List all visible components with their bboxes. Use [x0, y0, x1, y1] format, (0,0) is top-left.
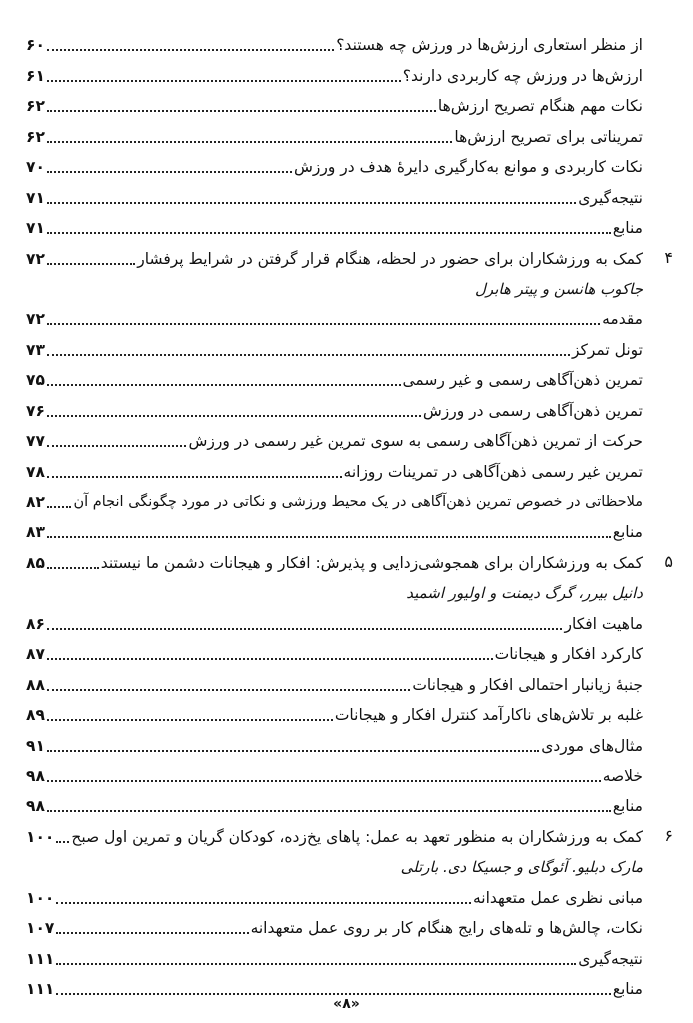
entry-title: ماهیت افکار: [564, 614, 643, 633]
chapter-number: ۵: [664, 552, 673, 572]
entry-page-number: ۱۰۰: [26, 827, 55, 846]
toc-entry: [0, 182, 693, 212]
entry-page-number: ۷۲: [26, 310, 45, 329]
entry-page-number: ۹۸: [26, 766, 45, 785]
entry-title: تونل تمرکز: [571, 340, 643, 359]
entry-title: تمریناتی برای تصریح ارزش‌ها: [454, 127, 643, 146]
toc-entry: [0, 487, 693, 517]
dot-leader: [56, 902, 471, 904]
entry-page-number: ۶۱: [26, 66, 45, 85]
toc-entry: [0, 334, 693, 364]
entry-title: تمرین ذهن‌آگاهی رسمی در ورزش: [422, 401, 643, 420]
entry-title: منابع: [612, 797, 643, 816]
entry-title: نتیجه‌گیری: [578, 949, 643, 968]
entry-page-number: ۸۲: [26, 493, 45, 511]
dot-leader: [47, 232, 611, 234]
dot-leader: [47, 750, 539, 752]
entry-title: ملاحظاتی در خصوص تمرین ذهن‌آگاهی در یک محیط ورزشی و نکاتی در مورد چگونگی انجام آن: [73, 494, 643, 510]
dot-leader: [47, 689, 410, 691]
entry-title: منابع: [612, 219, 643, 238]
toc-author-line: [0, 852, 693, 882]
dot-leader: [56, 993, 610, 995]
dot-leader: [47, 49, 334, 51]
toc-author-line: [0, 578, 693, 608]
entry-title: کارکرد افکار و هیجانات: [494, 645, 643, 664]
chapter-number: ۶: [664, 826, 673, 846]
entry-page-number: ۶۰: [26, 36, 45, 55]
entry-title: نتیجه‌گیری: [578, 188, 643, 207]
entry-title: حرکت از تمرین ذهن‌آگاهی رسمی به سوی تمرین غیر رسمی در ورزش: [188, 432, 643, 451]
chapter-authors: جاکوب هانسن و پیتر هابرل: [475, 279, 643, 298]
dot-leader: [47, 110, 436, 112]
toc-entry: [0, 730, 693, 760]
dot-leader: [47, 567, 99, 569]
table-of-contents: [0, 30, 693, 1004]
dot-leader: [47, 415, 421, 417]
dot-leader: [47, 384, 401, 386]
entry-page-number: ۸۸: [26, 675, 45, 694]
entry-page-number: ۸۶: [26, 614, 45, 633]
entry-page-number: ۹۸: [26, 797, 45, 816]
dot-leader: [47, 80, 401, 82]
toc-entry: [0, 791, 693, 821]
chapter-authors: دانیل بیرر، گرگ دیمنت و اولیور اشمید: [406, 584, 643, 603]
toc-entry: [0, 395, 693, 425]
dot-leader: [47, 810, 611, 812]
toc-entry: [0, 669, 693, 699]
toc-entry: [0, 761, 693, 791]
dot-leader: [47, 658, 493, 660]
entry-title: مقدمه: [602, 310, 643, 329]
entry-page-number: ۸۹: [26, 706, 45, 725]
entry-page-number: ۷۱: [26, 219, 45, 238]
entry-title: جنبهٔ زیانبار احتمالی افکار و هیجانات: [412, 675, 643, 694]
entry-title: ارزش‌ها در ورزش چه کاربردی دارند؟: [402, 66, 643, 85]
entry-page-number: ۷۱: [26, 188, 45, 207]
entry-title: نکات، چالش‌ها و تله‌های رایج هنگام کار بر روی عمل متعهدانه: [250, 919, 643, 938]
entry-title: نکات مهم هنگام تصریح ارزش‌ها: [437, 97, 643, 116]
dot-leader: [47, 536, 611, 538]
dot-leader: [47, 719, 333, 721]
toc-chapter-entry: [0, 547, 693, 577]
entry-page-number: ۸۳: [26, 523, 45, 542]
toc-entry: [0, 456, 693, 486]
toc-entry: [0, 882, 693, 912]
toc-entry: [0, 30, 693, 60]
toc-entry: [0, 91, 693, 121]
dot-leader: [47, 202, 576, 204]
toc-entry: [0, 700, 693, 730]
entry-page-number: ۸۵: [26, 553, 45, 572]
entry-page-number: ۸۷: [26, 645, 45, 664]
entry-title: مبانی نظری عمل متعهدانه: [472, 888, 643, 907]
dot-leader: [47, 628, 563, 630]
dot-leader: [47, 323, 600, 325]
dot-leader: [56, 841, 69, 843]
entry-page-number: ۷۷: [26, 432, 45, 451]
toc-entry: [0, 60, 693, 90]
dot-leader: [47, 141, 452, 143]
toc-entry: [0, 152, 693, 182]
toc-entry: [0, 213, 693, 243]
dot-leader: [47, 476, 342, 478]
entry-page-number: ۶۲: [26, 127, 45, 146]
toc-entry: [0, 943, 693, 973]
entry-title: از منظر استعاری ارزش‌ها در ورزش چه هستند؟: [336, 36, 643, 55]
dot-leader: [47, 263, 135, 265]
entry-page-number: ۷۶: [26, 401, 45, 420]
toc-entry: [0, 913, 693, 943]
entry-page-number: ۷۲: [26, 249, 45, 268]
toc-chapter-entry: [0, 821, 693, 851]
dot-leader: [47, 506, 72, 508]
entry-page-number: ۱۰۷: [26, 919, 55, 938]
dot-leader: [56, 963, 576, 965]
entry-page-number: ۷۵: [26, 371, 45, 390]
entry-title: غلبه بر تلاش‌های ناکارآمد کنترل افکار و هیجانات: [334, 706, 643, 725]
dot-leader: [47, 445, 187, 447]
entry-title: منابع: [612, 523, 643, 542]
dot-leader: [47, 171, 292, 173]
toc-author-line: [0, 274, 693, 304]
toc-entry: [0, 608, 693, 638]
entry-page-number: ۱۰۰: [26, 888, 55, 907]
entry-page-number: ۷۳: [26, 340, 45, 359]
entry-title: تمرین غیر رسمی ذهن‌آگاهی در تمرینات روزانه: [343, 462, 643, 481]
entry-title: منابع: [612, 980, 643, 998]
entry-title: خلاصه: [602, 766, 643, 785]
entry-page-number: ۷۰: [26, 158, 45, 177]
entry-title: تمرین ذهن‌آگاهی رسمی و غیر رسمی: [402, 371, 643, 390]
entry-title: مثال‌های موردی: [541, 736, 643, 755]
page-number: «۸»: [333, 996, 360, 1012]
toc-entry: [0, 304, 693, 334]
toc-entry: [0, 426, 693, 456]
entry-title: کمک به ورزشکاران برای حضور در لحظه، هنگام قرار گرفتن در شرایط پرفشار: [137, 249, 643, 268]
entry-page-number: ۱۱۱: [26, 949, 55, 968]
dot-leader: [47, 354, 570, 356]
toc-entry: [0, 639, 693, 669]
dot-leader: [56, 932, 248, 934]
entry-title: نکات کاربردی و موانع به‌کارگیری دایرهٔ هدف در ورزش: [293, 158, 643, 177]
dot-leader: [47, 780, 601, 782]
toc-entry: [0, 121, 693, 151]
entry-page-number: ۶۲: [26, 97, 45, 116]
entry-page-number: ۹۱: [26, 736, 45, 755]
chapter-number: ۴: [664, 248, 673, 268]
entry-page-number: ۷۸: [26, 462, 45, 481]
entry-page-number: ۱۱۱: [26, 980, 55, 998]
toc-entry: [0, 365, 693, 395]
entry-title: کمک به ورزشکاران به منظور تعهد به عمل: پاهای یخ‌زده، کودکان گریان و تمرین اول صبح: [71, 827, 643, 846]
chapter-authors: مارک دبلیو. آئوگای و جسیکا دی. بارتلی: [400, 858, 643, 877]
toc-entry: [0, 517, 693, 547]
toc-chapter-entry: [0, 243, 693, 273]
entry-title: کمک به ورزشکاران برای همجوشی‌زدایی و پذیرش: افکار و هیجانات دشمن ما نیستند: [100, 553, 643, 572]
